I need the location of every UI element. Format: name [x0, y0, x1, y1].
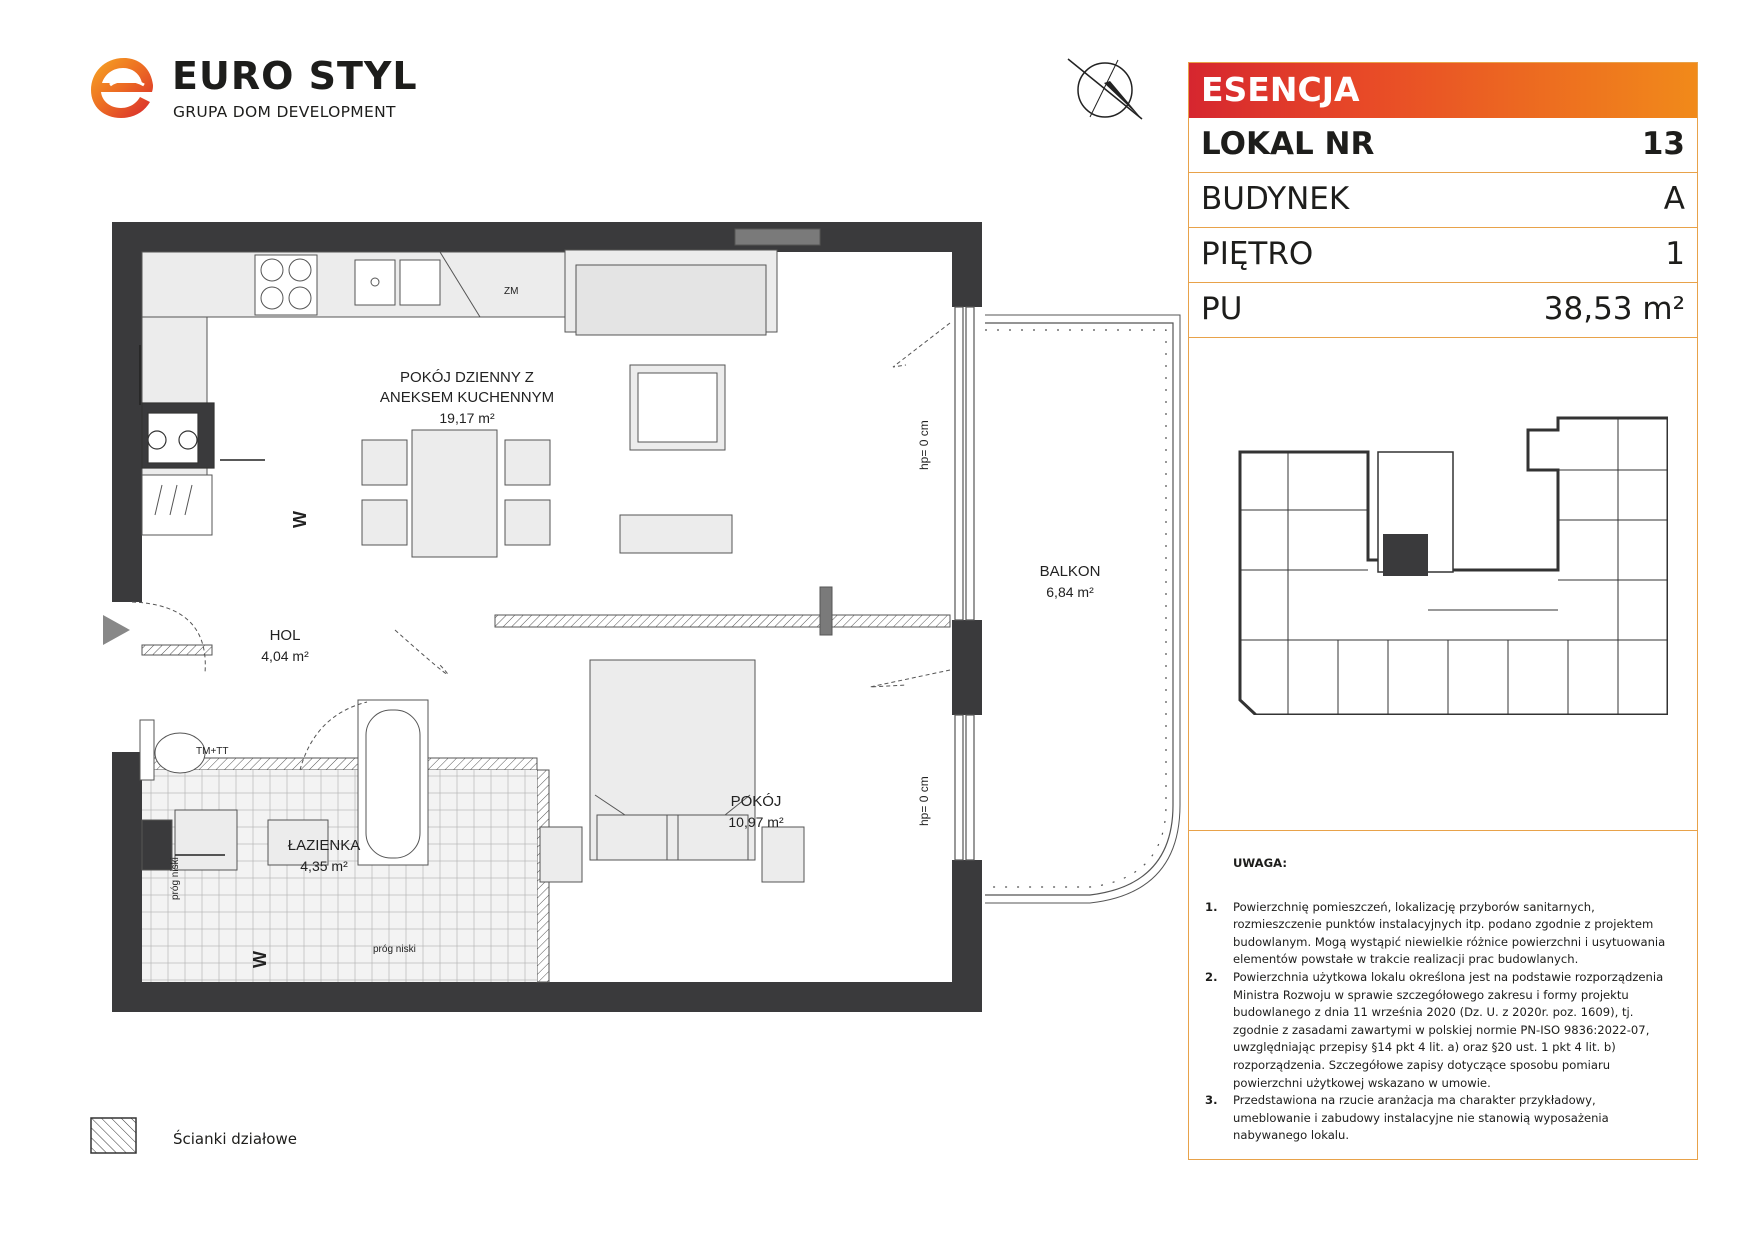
bathroom-floor: [142, 770, 537, 982]
row-pu: PU 38,53 m²: [1189, 283, 1697, 338]
row-pietro: PIĘTRO 1: [1189, 228, 1697, 283]
room-balcony: BALKON 6,84 m²: [1039, 563, 1101, 600]
compass-icon: [1060, 55, 1150, 125]
low-threshold-label-1: próg niski: [170, 857, 181, 900]
room-living: POKÓJ DZIENNY Z ANEKSEM KUCHENNYM 19,17 m²: [379, 369, 555, 426]
wardrobe: [142, 475, 212, 535]
room-hall: HOL 4,04 m²: [261, 627, 309, 664]
balcony: [985, 315, 1180, 903]
building-key-plan: [1228, 410, 1668, 715]
note-item: 2. Powierzchnia użytkowa lokalu określona jest na podstawie rozporządzenia Ministra Rozwoju w sprawie szczegółowego zakresu i formy projektu budowlanego z dnia 11 września 2020 (Dz. U. z 2020r. poz. 1609), tj. zgodnie z zasadami zawartymi w polskiej normie PN-ISO 9836:2022-07, uwzględniając przepisy §14 pkt 4 lit. a) oraz §20 ust. 1 pkt 4 lit. b) rozporządzenia. Szczegółowe zapisy dotyczące sposobu pomiaru powierzchni użytkowej wskazano w umowie.: [1205, 969, 1664, 1090]
threshold-label-bottom: hp= 0 cm: [917, 776, 931, 826]
row-lokal: LOKAL NR 13: [1189, 118, 1697, 173]
vent-w-label-2: W: [250, 951, 270, 968]
brand-tagline: GRUPA DOM DEVELOPMENT: [173, 103, 396, 121]
notes-title: UWAGA:: [1233, 856, 1287, 870]
boiler: [142, 403, 214, 468]
entrance-arrow-icon: [103, 615, 130, 645]
row-budynek: BUDYNEK A: [1189, 173, 1697, 228]
room-bedroom: POKÓJ 10,97 m²: [728, 793, 784, 830]
partition-legend-swatch: [90, 1117, 138, 1155]
threshold-label-top: hp= 0 cm: [917, 420, 931, 470]
zm-label: ZM: [504, 286, 519, 297]
eurostyl-logo-icon: [88, 55, 160, 121]
room-furniture: [540, 587, 832, 882]
note-item: 3. Przedstawiona na rzucie aranżacja ma charakter przykładowy, umeblowanie i zabudowy instalacyjne nie stanowią wyposażenia nabywanego lokalu.: [1205, 1093, 1609, 1143]
low-threshold-label-2: próg niski: [373, 944, 416, 955]
vent-w-label-1: W: [290, 511, 310, 528]
brand-name: EURO STYL: [172, 54, 418, 98]
room-bathroom: ŁAZIENKA 4,35 m²: [287, 837, 361, 874]
notes: [1205, 855, 1675, 1145]
legend-label: Ścianki działowe: [173, 1130, 297, 1148]
note-item: 1. Powierzchnię pomieszczeń, lokalizację przyborów sanitarnych, rozmieszczenie punktów instalacyjnych itp. podano zgodnie z projektem budowlanym. Mogą wystąpić niewielkie różnice powierzchni i usytuowania elementów powstałe w trakcie realizacji prac budowlanych.: [1205, 899, 1666, 967]
tm-tt-label: TM+TT: [196, 746, 229, 757]
windows: [955, 307, 974, 860]
floor-plan: [100, 215, 1190, 1015]
investment-header: ESENCJA: [1189, 63, 1697, 118]
